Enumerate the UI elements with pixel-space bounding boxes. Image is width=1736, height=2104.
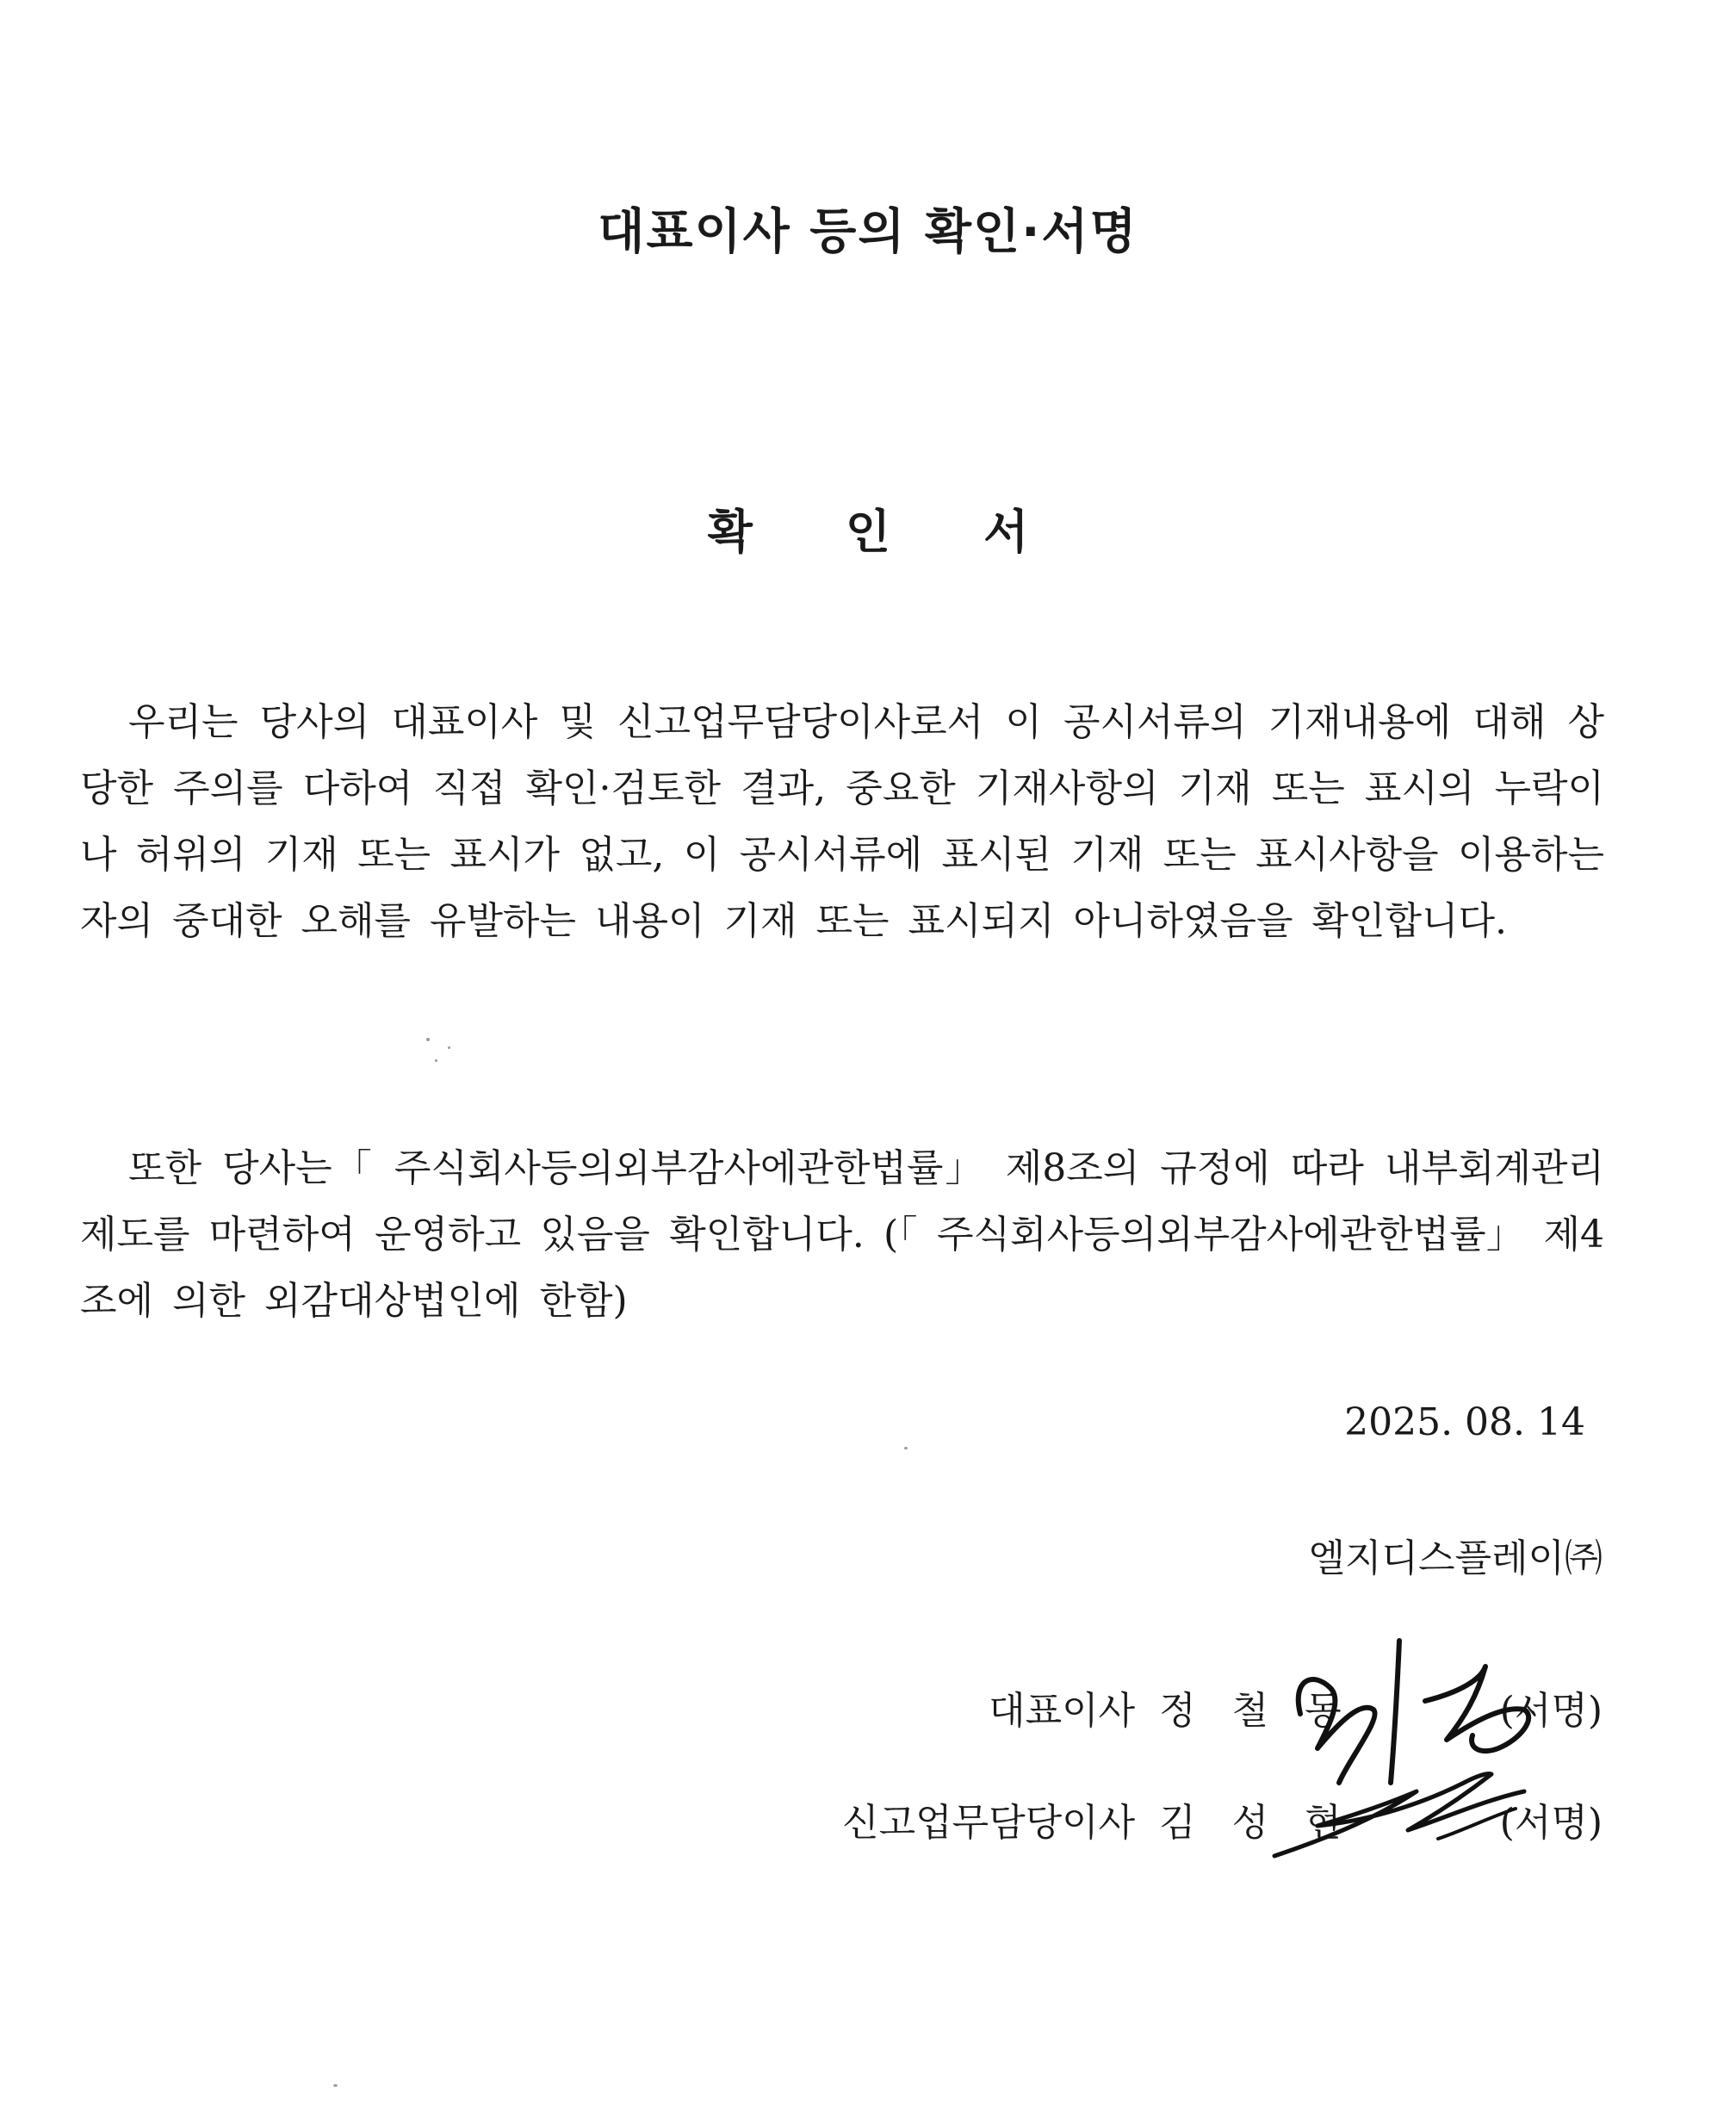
company-name: 엘지디스플레이㈜ [1308, 1536, 1603, 1580]
scan-speck [448, 1046, 450, 1049]
scan-speck [904, 1447, 908, 1449]
document-heading [0, 495, 1736, 562]
signature-label: (서명) [1499, 1689, 1603, 1733]
scan-speck [333, 2084, 338, 2087]
heading-char: 인 [845, 504, 891, 559]
internal-control-paragraph: 또한 당사는「 주식회사등의외부감사에관한법률」 제8조의 규정에 따라 내부회계관리제도를 마련하여 운영하고 있음을 확인합니다. (「 주식회사등의외부감사에관한법률」 제4조에 의한 외감대상법인에 한함) [80, 1146, 1604, 1323]
reporting-officer-signature-line [842, 1791, 1603, 1846]
signature-label: (서명) [1499, 1801, 1603, 1845]
scan-speck [435, 1059, 437, 1062]
document-date: 2025. 08. 14 [1344, 1400, 1585, 1444]
signatory-role: 신고업무담당이사 [842, 1801, 1136, 1845]
scan-speck [426, 1038, 430, 1041]
signatory-name: 정 철 동 [1159, 1689, 1354, 1733]
ceo-signature-line [989, 1679, 1603, 1735]
heading-char: 서 [983, 504, 1029, 559]
confirmation-paragraph: 우리는 당사의 대표이사 및 신고업무담당이사로서 이 공시서류의 기재내용에 대해 상당한 주의를 다하여 직접 확인·검토한 결과, 중요한 기재사항의 기재 또는 표시의 누락이나 허위의 기재 또는 표시가 없고, 이 공시서류에 표시된 기재 또는 표시사항을 이용하는 자의 중대한 오해를 유발하는 내용이 기재 또는 표시되지 아니하였음을 확인합니다. [80, 700, 1604, 943]
heading-char: 확 [707, 504, 753, 559]
signatory-name: 김 성 현 [1159, 1801, 1354, 1845]
page-title: 대표이사 등의 확인·서명 [598, 204, 1138, 260]
signatory-role: 대표이사 [989, 1689, 1136, 1733]
